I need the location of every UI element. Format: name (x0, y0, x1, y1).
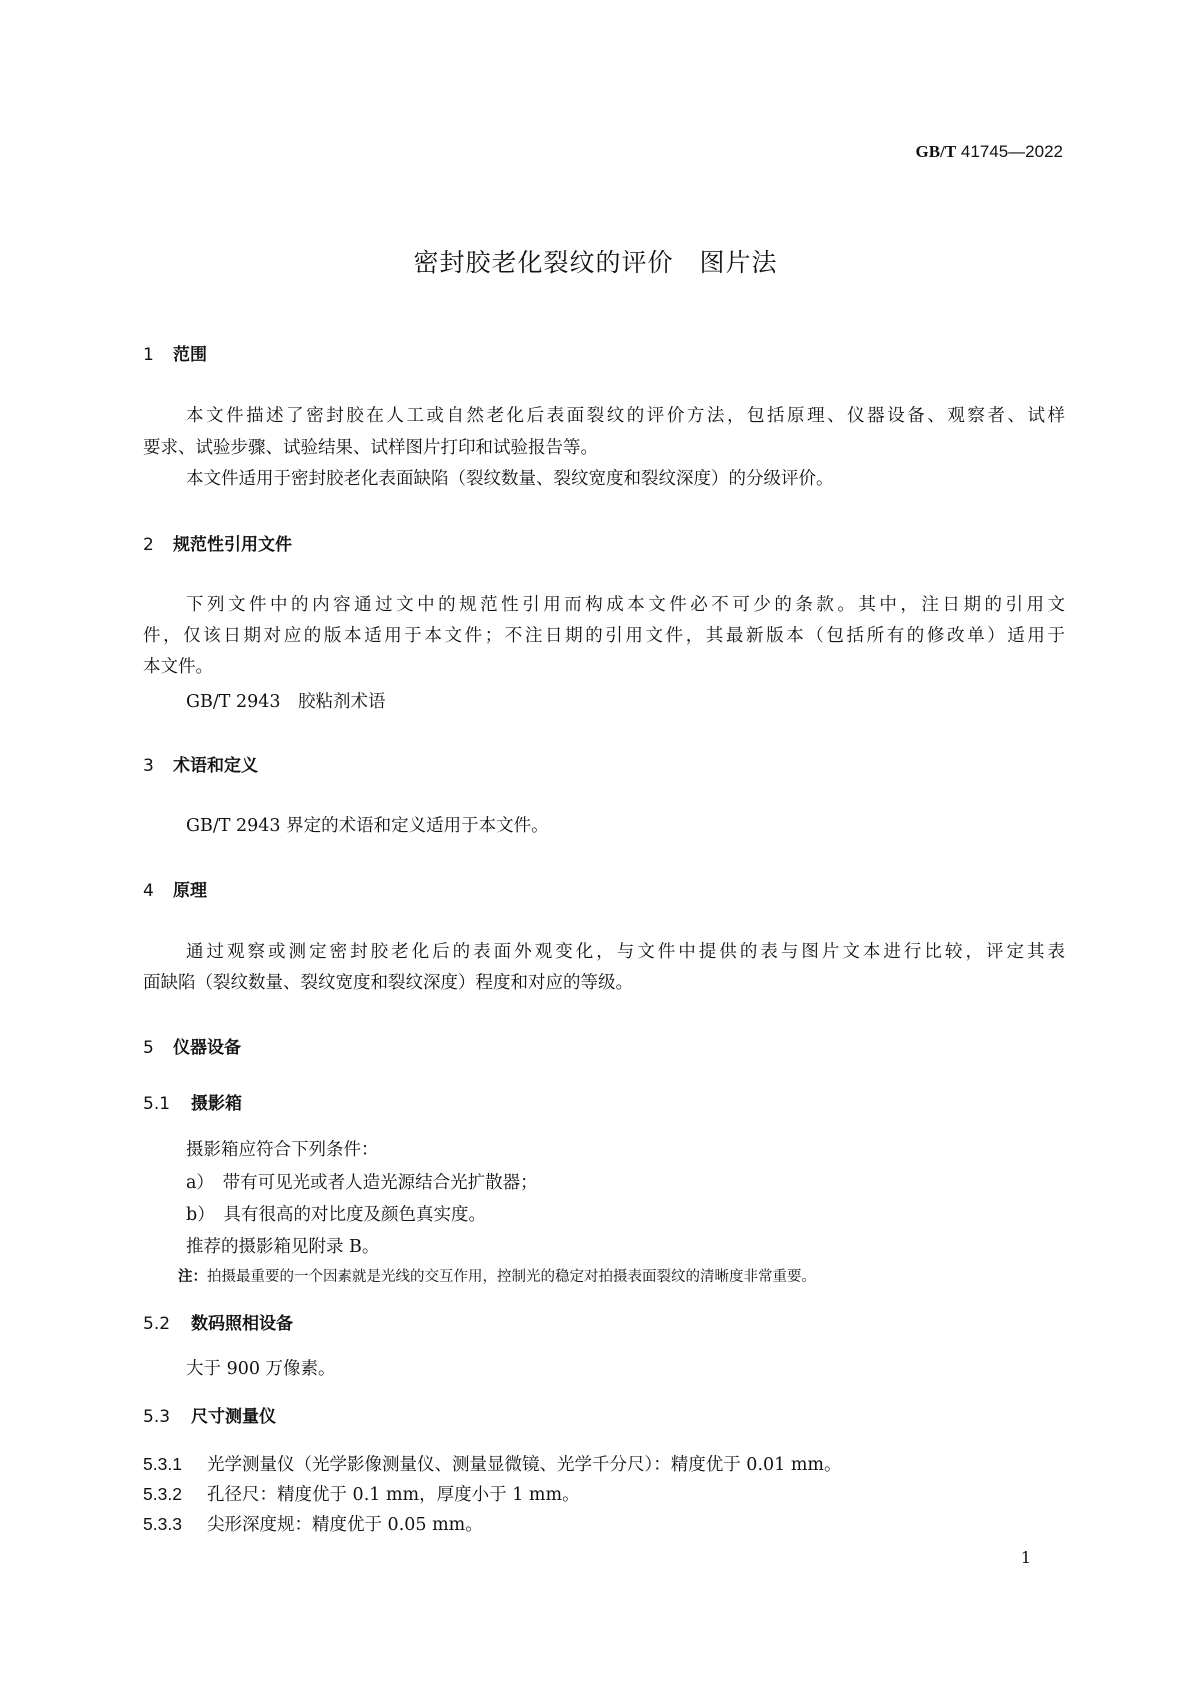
section-number: 5.3 (143, 1407, 171, 1427)
section-title: 尺寸测量仪 (191, 1407, 276, 1427)
paragraph-line: 本文件描述了密封胶在人工或自然老化后表面裂纹的评价方法，包括原理、仪器设备、观察者、试样 (186, 406, 1065, 426)
section-number: 2 (143, 535, 154, 555)
section-title: 规范性引用文件 (173, 535, 292, 555)
section-1-heading (143, 347, 207, 364)
paragraph-line: 件，仅该日期对应的版本适用于本文件；不注日期的引用文件，其最新版本（包括所有的修改单）适用于 (143, 626, 1065, 646)
std-prefix: GB/T (915, 142, 957, 161)
section-5-heading (143, 1040, 241, 1057)
paragraph-line: 面缺陷（裂纹数量、裂纹宽度和裂纹深度）程度和对应的等级。 (143, 973, 633, 993)
subclause-number: 5.3.1 (143, 1454, 182, 1474)
section-title: 摄影箱 (191, 1094, 242, 1114)
section-5-2-heading (143, 1316, 293, 1333)
subclause-5-3-1 (143, 1456, 842, 1475)
section-5-1-heading (143, 1096, 242, 1113)
note-label: 注： (178, 1269, 207, 1285)
paragraph-line: 下列文件中的内容通过文中的规范性引用而构成本文件必不可少的条款。其中，注日期的引用文 (186, 595, 1065, 615)
paragraph-line: 本文件。 (143, 657, 213, 677)
section-4-heading (143, 883, 207, 900)
section-5-3-heading (143, 1409, 276, 1426)
subclause-number: 5.3.2 (143, 1484, 182, 1504)
section-3-heading (143, 758, 258, 775)
section-number: 3 (143, 756, 154, 776)
section-number: 5.1 (143, 1094, 171, 1114)
paragraph-line: GB/T 2943 界定的术语和定义适用于本文件。 (186, 816, 549, 836)
note (178, 1270, 816, 1285)
subclause-text: 孔径尺：精度优于 0.1 mm，厚度小于 1 mm。 (207, 1485, 580, 1505)
subclause-text: 光学测量仪（光学影像测量仪、测量显微镜、光学千分尺）：精度优于 0.01 mm。 (207, 1455, 842, 1475)
section-title: 数码照相设备 (191, 1314, 293, 1334)
paragraph-line: 通过观察或测定密封胶老化后的表面外观变化，与文件中提供的表与图片文本进行比较，评定其表 (186, 942, 1065, 962)
paragraph-line: 推荐的摄影箱见附录 B。 (186, 1237, 380, 1257)
paragraph-line: 要求、试验步骤、试验结果、试样图片打印和试验报告等。 (143, 438, 598, 458)
paragraph-line: 本文件适用于密封胶老化表面缺陷（裂纹数量、裂纹宽度和裂纹深度）的分级评价。 (186, 469, 834, 489)
std-number: 41745—2022 (960, 142, 1063, 161)
paragraph-line: 大于 900 万像素。 (186, 1359, 336, 1379)
section-title: 仪器设备 (173, 1038, 241, 1058)
list-item: a） 带有可见光或者人造光源结合光扩散器； (186, 1173, 538, 1193)
page-number: 1 (1020, 1548, 1031, 1567)
subclause-number: 5.3.3 (143, 1514, 182, 1534)
subclause-5-3-2 (143, 1486, 580, 1505)
section-2-heading (143, 537, 292, 554)
section-title: 原理 (173, 881, 207, 901)
section-title: 范围 (173, 345, 207, 365)
section-number: 4 (143, 881, 154, 901)
list-item: b） 具有很高的对比度及颜色真实度。 (186, 1205, 486, 1225)
paragraph-line: 摄影箱应符合下列条件： (186, 1140, 379, 1160)
section-number: 5 (143, 1038, 154, 1058)
normative-reference: GB/T 2943 胶粘剂术语 (186, 692, 386, 712)
section-title: 术语和定义 (173, 756, 258, 776)
section-number: 5.2 (143, 1314, 171, 1334)
subclause-5-3-3 (143, 1516, 483, 1535)
document-title: 密封胶老化裂纹的评价 图片法 (413, 248, 778, 277)
section-number: 1 (143, 345, 154, 365)
note-text: 拍摄最重要的一个因素就是光线的交互作用，控制光的稳定对拍摄表面裂纹的清晰度非常重要。 (207, 1269, 816, 1285)
subclause-text: 尖形深度规：精度优于 0.05 mm。 (207, 1515, 483, 1535)
standard-number-header (916, 143, 1063, 160)
